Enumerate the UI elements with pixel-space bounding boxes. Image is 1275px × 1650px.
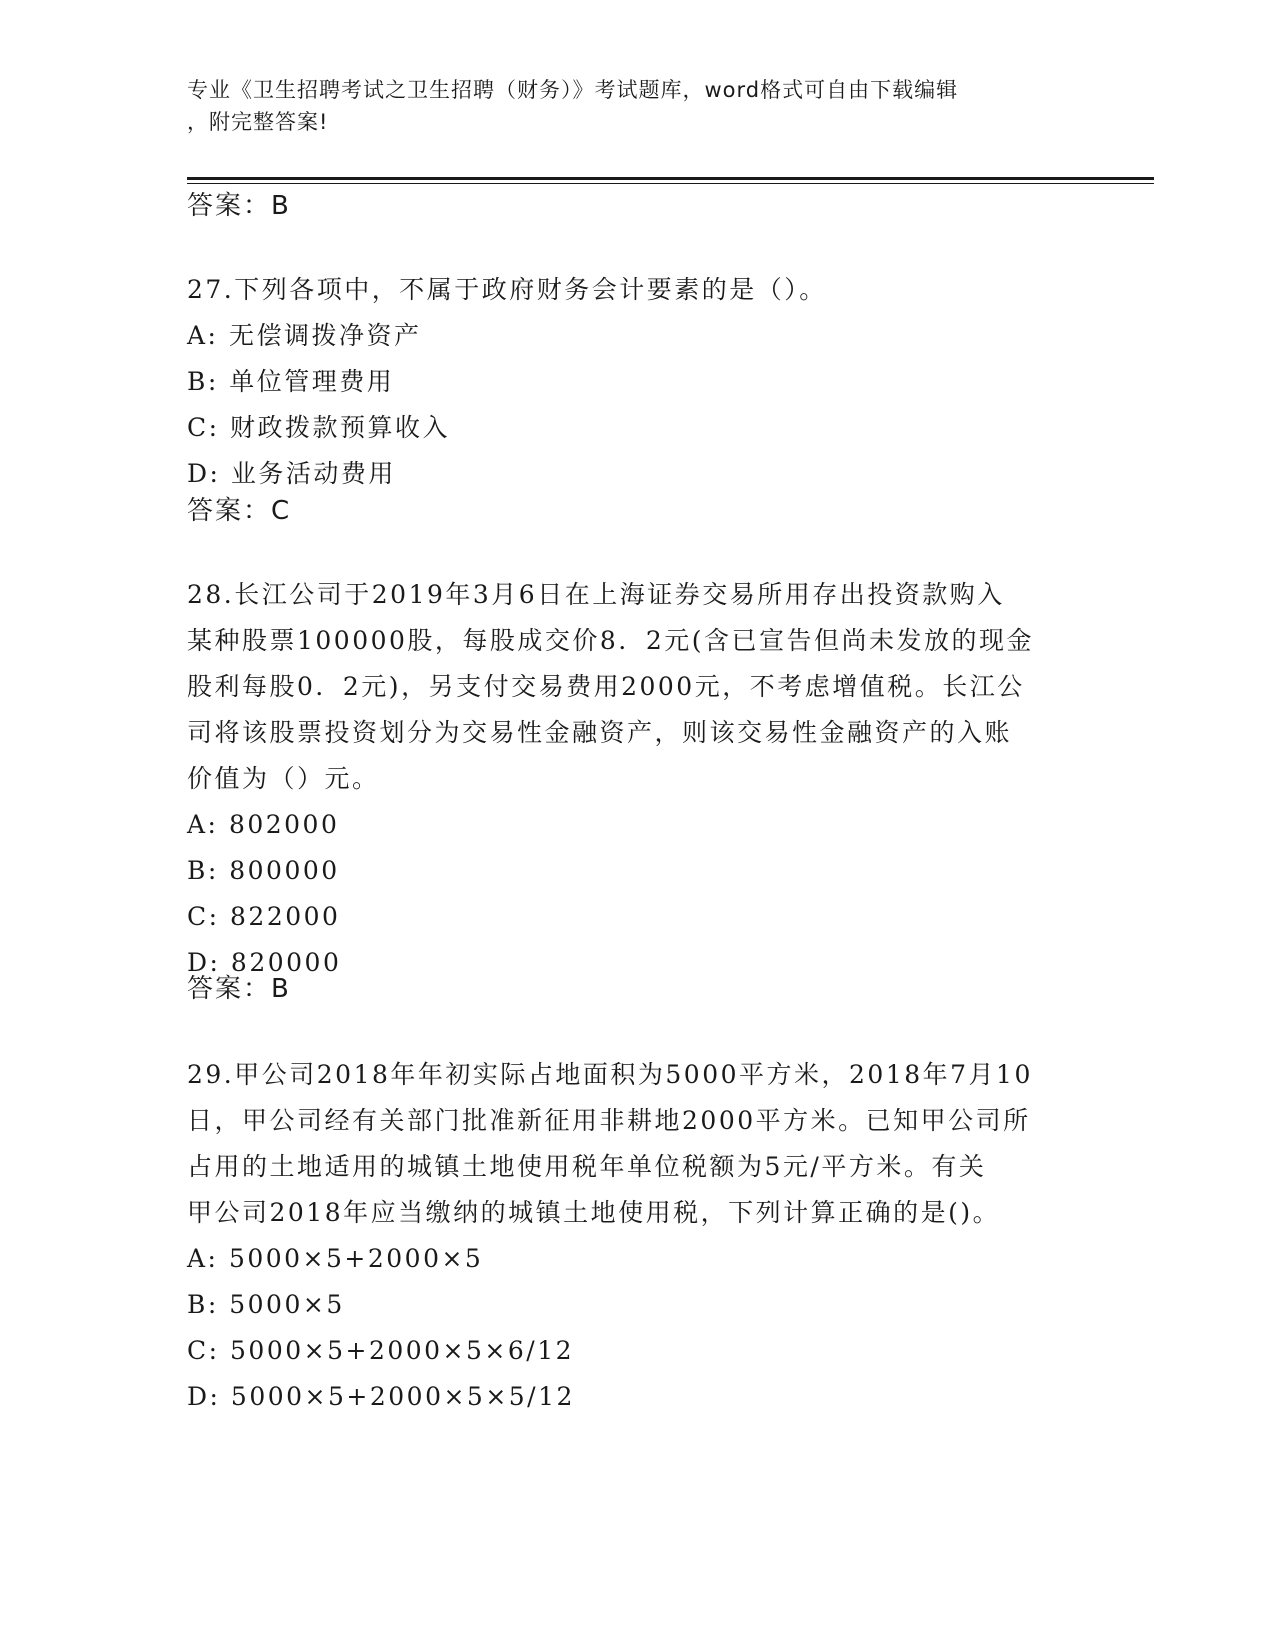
question-text: 某种股票100000股，每股成交价8．2元(含已宣告但尚未发放的现金 (187, 626, 1035, 655)
option-letter: C: (187, 1336, 220, 1365)
question-28 (187, 572, 1087, 986)
question-text: 29.甲公司2018年年初实际占地面积为5000平方米，2018年7月10 (187, 1060, 1033, 1089)
option-a (187, 1236, 1087, 1282)
option-c (187, 894, 1087, 940)
option-d (187, 1374, 1087, 1420)
option-text: 业务活动费用 (230, 459, 396, 488)
option-text: 单位管理费用 (229, 367, 395, 396)
question-text: 27.下列各项中，不属于政府财务会计要素的是（）。 (187, 275, 827, 304)
question-text: 日，甲公司经有关部门批准新征用非耕地2000平方米。已知甲公司所 (187, 1106, 1031, 1135)
option-letter: C: (187, 413, 220, 442)
question-29 (187, 1052, 1087, 1420)
question-text: 占用的土地适用的城镇土地使用税年单位税额为5元/平方米。有关 (187, 1152, 987, 1181)
option-b (187, 848, 1087, 894)
option-d (187, 940, 1087, 986)
option-a (187, 802, 1087, 848)
option-letter: D: (187, 1382, 221, 1411)
option-c (187, 405, 1087, 451)
question-text: 司将该股票投资划分为交易性金融资产，则该交易性金融资产的入账 (187, 718, 1013, 747)
option-text: 802000 (228, 810, 340, 839)
answer-label: 答案： (187, 974, 272, 1004)
option-d (187, 451, 1087, 497)
option-letter: B: (187, 1290, 219, 1319)
option-text: 800000 (229, 856, 340, 885)
header-line: ，附完整答案! (187, 110, 329, 134)
option-letter: B: (187, 856, 219, 885)
question-27 (187, 267, 1087, 497)
option-letter: A: (187, 1244, 219, 1273)
option-text: 5000×5+2000×5×6/12 (230, 1336, 575, 1365)
question-text: 甲公司2018年应当缴纳的城镇土地使用税，下列计算正确的是()。 (187, 1198, 1001, 1227)
question-text: 股利每股0．2元)，另支付交易费用2000元，不考虑增值税。长江公 (187, 672, 1025, 701)
page-header (187, 74, 1067, 138)
option-letter: D: (187, 948, 221, 977)
option-letter: A: (187, 321, 219, 350)
option-c (187, 1328, 1087, 1374)
option-text: 5000×5+2000×5×5/12 (230, 1382, 575, 1411)
header-rule-thick (187, 177, 1154, 180)
answer-label: 答案： (187, 191, 272, 221)
option-text: 5000×5+2000×5 (228, 1244, 484, 1273)
question-text: 28.长江公司于2019年3月6日在上海证券交易所用存出投资款购入 (187, 580, 1005, 609)
question-text: 价值为（）元。 (187, 764, 380, 793)
answer-label: 答案： (187, 496, 272, 526)
answer-line (187, 495, 291, 527)
header-rule-thin (187, 183, 1154, 184)
option-b (187, 1282, 1087, 1328)
option-text: 5000×5 (229, 1290, 345, 1319)
option-letter: D: (187, 459, 221, 488)
answer-value: B (271, 191, 291, 221)
option-text: 820000 (230, 948, 342, 977)
option-text: 无偿调拨净资产 (228, 321, 422, 350)
header-line: 专业《卫生招聘考试之卫生招聘（财务）》考试题库，word格式可自由下载编辑 (187, 78, 959, 102)
option-a (187, 313, 1087, 359)
answer-value: B (271, 974, 291, 1004)
option-b (187, 359, 1087, 405)
answer-line (187, 190, 291, 222)
option-letter: A: (187, 810, 219, 839)
answer-line (187, 973, 291, 1005)
answer-value: C (271, 496, 292, 526)
option-letter: C: (187, 902, 220, 931)
option-text: 822000 (230, 902, 341, 931)
option-letter: B: (187, 367, 219, 396)
option-text: 财政拨款预算收入 (230, 413, 451, 442)
